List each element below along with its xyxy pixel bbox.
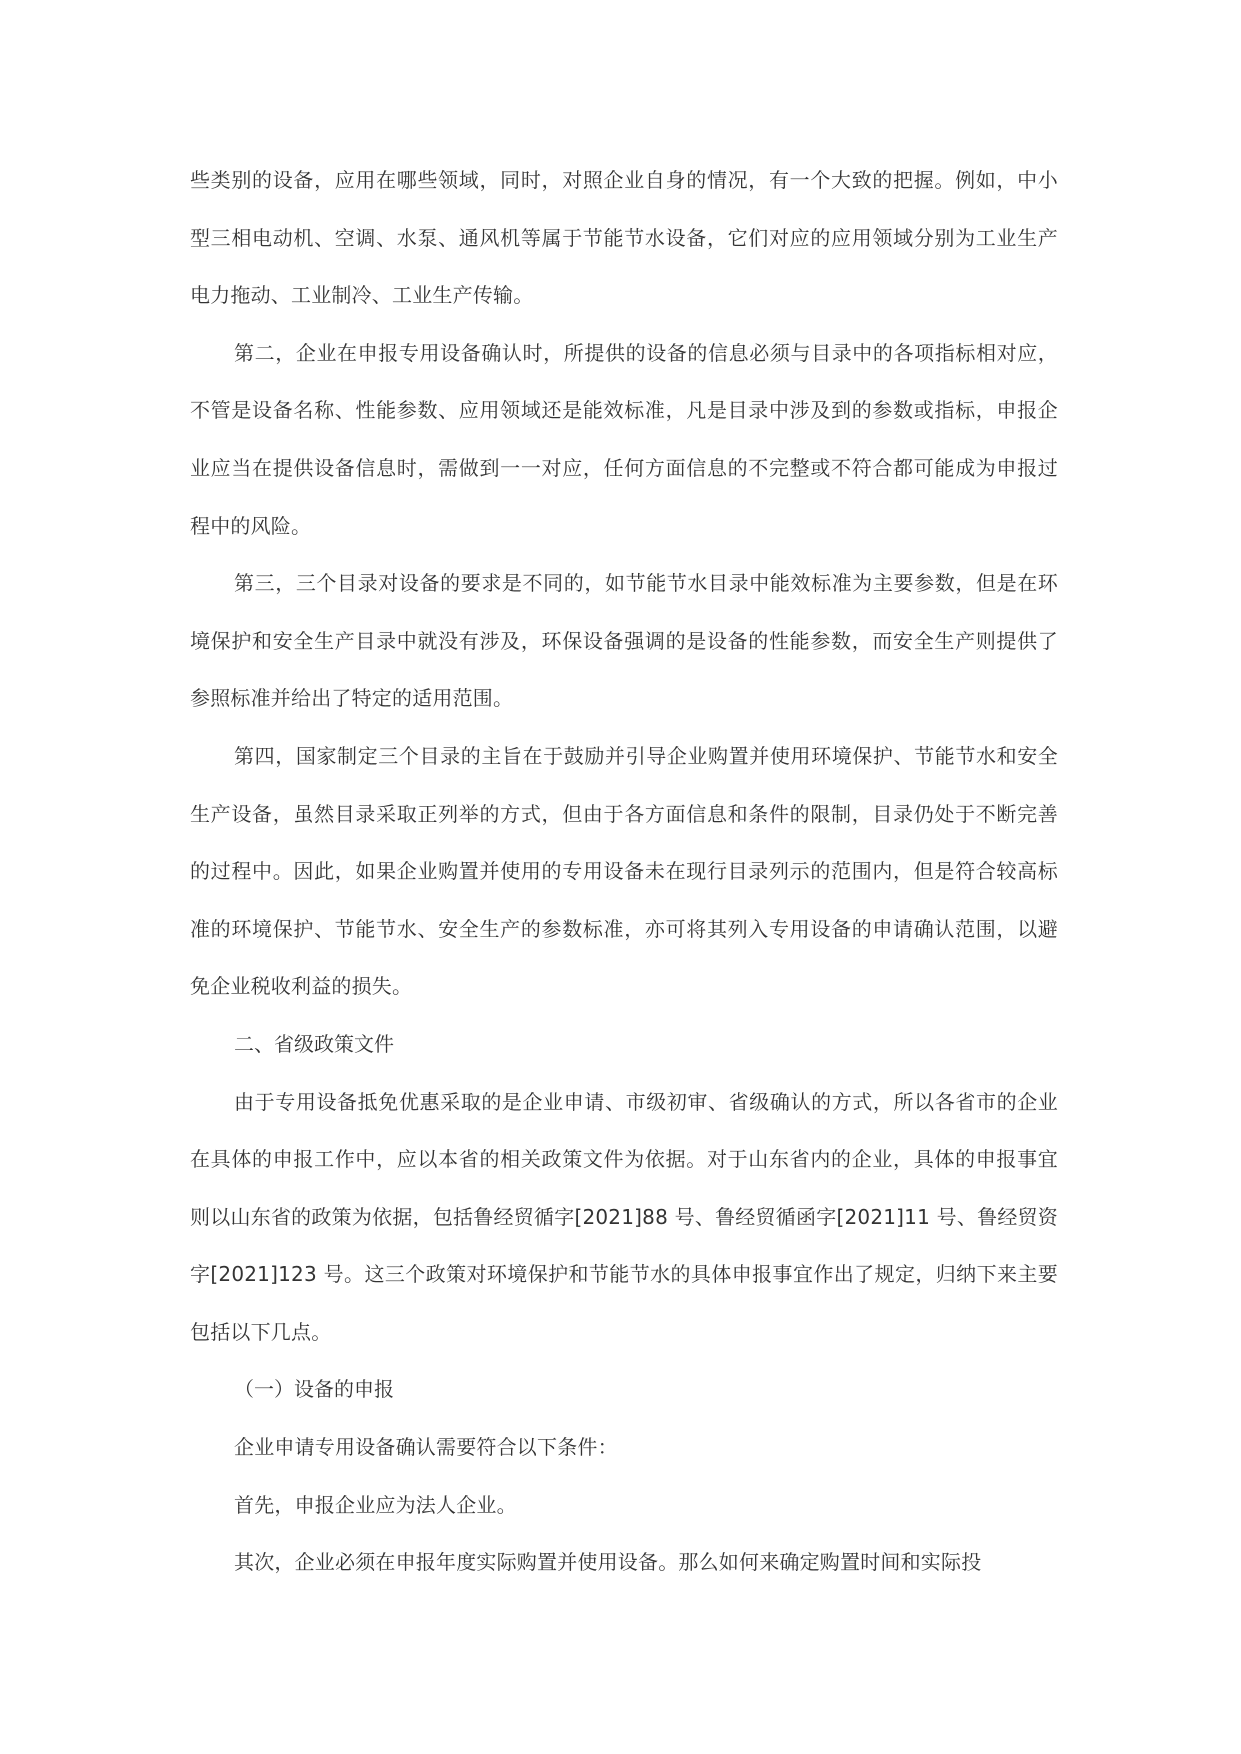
paragraph-second-point: 第二，企业在申报专用设备确认时，所提供的设备的信息必须与目录中的各项指标相对应，不管是设备名称、性能参数、应用领域还是能效标准，凡是目录中涉及到的参数或指标，申报企业应当在提供设备信息时，需做到一一对应，任何方面信息的不完整或不符合都可能成为申报过程中的风险。 (190, 340, 1058, 538)
subsection-heading-equipment-application: （一）设备的申报 (234, 1377, 394, 1402)
paragraph-continuation: 些类别的设备，应用在哪些领域，同时，对照企业自身的情况，有一个大致的把握。例如，中小型三相电动机、空调、水泵、通风机等属于节能节水设备，它们对应的应用领域分别为工业生产电力拖动、工业制冷、工业生产传输。 (190, 168, 1058, 308)
section-heading-provincial-policy: 二、省级政策文件 (234, 1031, 394, 1056)
paragraph-conditions-intro: 企业申请专用设备确认需要符合以下条件： (234, 1435, 618, 1460)
paragraph-fourth-point: 第四，国家制定三个目录的主旨在于鼓励并引导企业购置并使用环境保护、节能节水和安全生产设备，虽然目录采取正列举的方式，但由于各方面信息和条件的限制，目录仍处于不断完善的过程中。因此，如果企业购置并使用的专用设备未在现行目录列示的范围内，但是符合较高标准的环境保护、节能节水、安全生产的参数标准，亦可将其列入专用设备的申请确认范围，以避免企业税收利益的损失。 (190, 743, 1058, 999)
document-body (190, 152, 1058, 1592)
paragraph-third-point: 第三，三个目录对设备的要求是不同的，如节能节水目录中能效标准为主要参数，但是在环境保护和安全生产目录中就没有涉及，环保设备强调的是设备的性能参数，而安全生产则提供了参照标准并给出了特定的适用范围。 (190, 571, 1058, 711)
paragraph-first-condition: 首先，申报企业应为法人企业。 (234, 1492, 517, 1517)
paragraph-second-condition: 其次，企业必须在申报年度实际购置并使用设备。那么如何来确定购置时间和实际投 (234, 1550, 982, 1575)
paragraph-provincial-policy: 由于专用设备抵免优惠采取的是企业申请、市级初审、省级确认的方式，所以各省市的企业在具体的申报工作中，应以本省的相关政策文件为依据。对于山东省内的企业，具体的申报事宜则以山东省的政策为依据，包括鲁经贸循字[2021]88 号、鲁经贸循函字[2021]11 号、鲁经贸资字[2021]123 号。这三个政策对环境保护和节能节水的具体申报事宜作出了规定，归纳下来主要包括以下几点。 (190, 1089, 1058, 1344)
